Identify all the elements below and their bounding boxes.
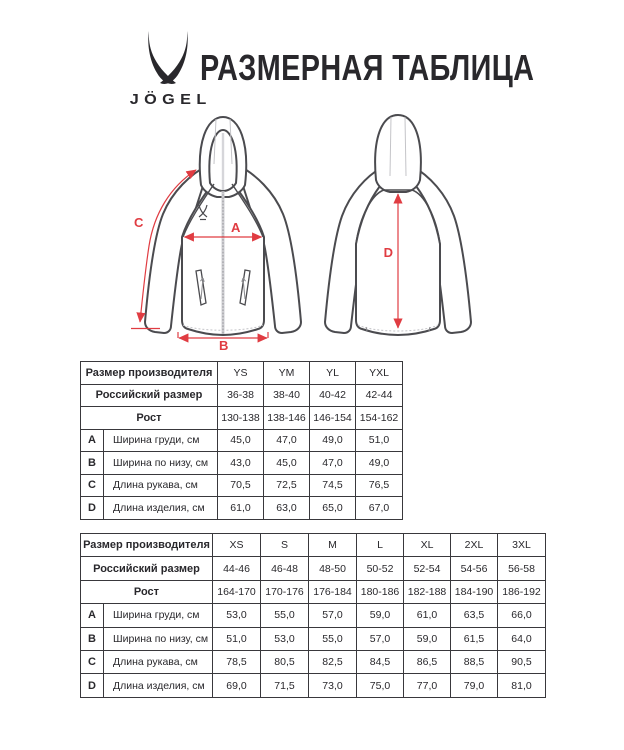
size-value-cell: 36-38: [218, 384, 264, 407]
dim-label-b: B: [219, 338, 229, 351]
measure-value-cell: 45,0: [218, 429, 264, 452]
dim-letter-cell: B: [81, 452, 104, 475]
measure-row: [81, 452, 403, 475]
meta-label-cell: Российский размер: [81, 557, 213, 580]
size-value-cell: 138-146: [264, 407, 310, 430]
meta-row: [81, 580, 546, 603]
jacket-front-diagram: [126, 106, 306, 351]
measure-label-cell: Ширина по низу, см: [104, 452, 218, 475]
size-value-cell: 176-184: [309, 580, 357, 603]
measure-value-cell: 86,5: [404, 650, 451, 673]
brand-name: JÖGEL: [129, 91, 212, 108]
measure-row: [81, 497, 403, 520]
size-value-cell: 170-176: [261, 580, 309, 603]
size-value-cell: 46-48: [261, 557, 309, 580]
measure-value-cell: 67,0: [356, 497, 403, 520]
size-table-youth: [80, 361, 403, 520]
size-value-cell: 186-192: [498, 580, 546, 603]
dim-letter-cell: C: [81, 474, 104, 497]
meta-label-cell: Российский размер: [81, 384, 218, 407]
size-value-cell: S: [261, 534, 309, 557]
size-value-cell: 154-162: [356, 407, 403, 430]
measure-value-cell: 59,0: [404, 627, 451, 650]
measure-value-cell: 69,0: [213, 674, 261, 697]
measure-value-cell: 45,0: [264, 452, 310, 475]
measure-value-cell: 61,5: [451, 627, 498, 650]
dim-letter-cell: D: [81, 674, 104, 697]
dim-letter-cell: A: [81, 429, 104, 452]
dim-letter-cell: B: [81, 627, 104, 650]
size-value-cell: YXL: [356, 362, 403, 385]
meta-row: [81, 384, 403, 407]
size-value-cell: 38-40: [264, 384, 310, 407]
meta-row: [81, 534, 546, 557]
size-value-cell: L: [357, 534, 404, 557]
measure-label-cell: Длина рукава, см: [104, 474, 218, 497]
size-value-cell: 52-54: [404, 557, 451, 580]
measure-value-cell: 79,0: [451, 674, 498, 697]
measure-label-cell: Ширина по низу, см: [104, 627, 213, 650]
measure-value-cell: 61,0: [404, 604, 451, 627]
measure-row: [81, 674, 546, 697]
size-value-cell: 54-56: [451, 557, 498, 580]
measure-value-cell: 55,0: [261, 604, 309, 627]
measure-value-cell: 47,0: [310, 452, 356, 475]
measure-value-cell: 88,5: [451, 650, 498, 673]
dim-letter-cell: A: [81, 604, 104, 627]
meta-label-cell: Размер производителя: [81, 534, 213, 557]
measure-value-cell: 66,0: [498, 604, 546, 627]
measure-value-cell: 63,5: [451, 604, 498, 627]
size-value-cell: 182-188: [404, 580, 451, 603]
meta-row: [81, 407, 403, 430]
jacket-back-diagram: [314, 106, 489, 351]
size-value-cell: YL: [310, 362, 356, 385]
meta-row: [81, 362, 403, 385]
measure-row: [81, 429, 403, 452]
measure-value-cell: 82,5: [309, 650, 357, 673]
measure-value-cell: 49,0: [356, 452, 403, 475]
size-value-cell: YM: [264, 362, 310, 385]
measure-value-cell: 53,0: [213, 604, 261, 627]
measure-label-cell: Длина рукава, см: [104, 650, 213, 673]
meta-label-cell: Размер производителя: [81, 362, 218, 385]
measure-value-cell: 59,0: [357, 604, 404, 627]
size-value-cell: 42-44: [356, 384, 403, 407]
size-value-cell: 3XL: [498, 534, 546, 557]
meta-label-cell: Рост: [81, 580, 213, 603]
measure-label-cell: Ширина груди, см: [104, 429, 218, 452]
measure-value-cell: 76,5: [356, 474, 403, 497]
size-value-cell: 180-186: [357, 580, 404, 603]
dim-letter-cell: D: [81, 497, 104, 520]
measure-label-cell: Длина изделия, см: [104, 497, 218, 520]
measure-value-cell: 51,0: [356, 429, 403, 452]
size-value-cell: 146-154: [310, 407, 356, 430]
measure-value-cell: 61,0: [218, 497, 264, 520]
measure-value-cell: 71,5: [261, 674, 309, 697]
dim-label-a: A: [231, 220, 241, 235]
size-value-cell: 48-50: [309, 557, 357, 580]
measure-value-cell: 49,0: [310, 429, 356, 452]
measure-value-cell: 80,5: [261, 650, 309, 673]
measure-value-cell: 72,5: [264, 474, 310, 497]
measure-value-cell: 90,5: [498, 650, 546, 673]
measure-row: [81, 604, 546, 627]
size-value-cell: 40-42: [310, 384, 356, 407]
dim-label-d: D: [383, 245, 393, 260]
size-value-cell: 130-138: [218, 407, 264, 430]
measure-value-cell: 47,0: [264, 429, 310, 452]
measure-value-cell: 81,0: [498, 674, 546, 697]
dim-label-c: C: [134, 215, 144, 230]
measure-value-cell: 77,0: [404, 674, 451, 697]
size-value-cell: 2XL: [451, 534, 498, 557]
measure-value-cell: 51,0: [213, 627, 261, 650]
measure-value-cell: 84,5: [357, 650, 404, 673]
meta-row: [81, 557, 546, 580]
measure-value-cell: 63,0: [264, 497, 310, 520]
page-title: РАЗМЕРНАЯ ТАБЛИЦА: [200, 47, 535, 88]
size-value-cell: 184-190: [451, 580, 498, 603]
measure-value-cell: 70,5: [218, 474, 264, 497]
measure-row: [81, 474, 403, 497]
measure-value-cell: 64,0: [498, 627, 546, 650]
measure-label-cell: Ширина груди, см: [104, 604, 213, 627]
measure-value-cell: 73,0: [309, 674, 357, 697]
size-value-cell: 44-46: [213, 557, 261, 580]
measure-value-cell: 57,0: [309, 604, 357, 627]
size-value-cell: 56-58: [498, 557, 546, 580]
measure-value-cell: 74,5: [310, 474, 356, 497]
size-value-cell: 164-170: [213, 580, 261, 603]
measure-value-cell: 57,0: [357, 627, 404, 650]
jogel-v-mark-icon: [143, 30, 193, 88]
measure-value-cell: 53,0: [261, 627, 309, 650]
measure-value-cell: 55,0: [309, 627, 357, 650]
measure-value-cell: 65,0: [310, 497, 356, 520]
size-value-cell: M: [309, 534, 357, 557]
measure-value-cell: 78,5: [213, 650, 261, 673]
meta-label-cell: Рост: [81, 407, 218, 430]
size-table-adult: [80, 533, 546, 698]
size-value-cell: XL: [404, 534, 451, 557]
measure-value-cell: 75,0: [357, 674, 404, 697]
measure-value-cell: 43,0: [218, 452, 264, 475]
size-value-cell: XS: [213, 534, 261, 557]
size-value-cell: 50-52: [357, 557, 404, 580]
measure-label-cell: Длина изделия, см: [104, 674, 213, 697]
measure-row: [81, 650, 546, 673]
dim-letter-cell: C: [81, 650, 104, 673]
measure-row: [81, 627, 546, 650]
size-value-cell: YS: [218, 362, 264, 385]
